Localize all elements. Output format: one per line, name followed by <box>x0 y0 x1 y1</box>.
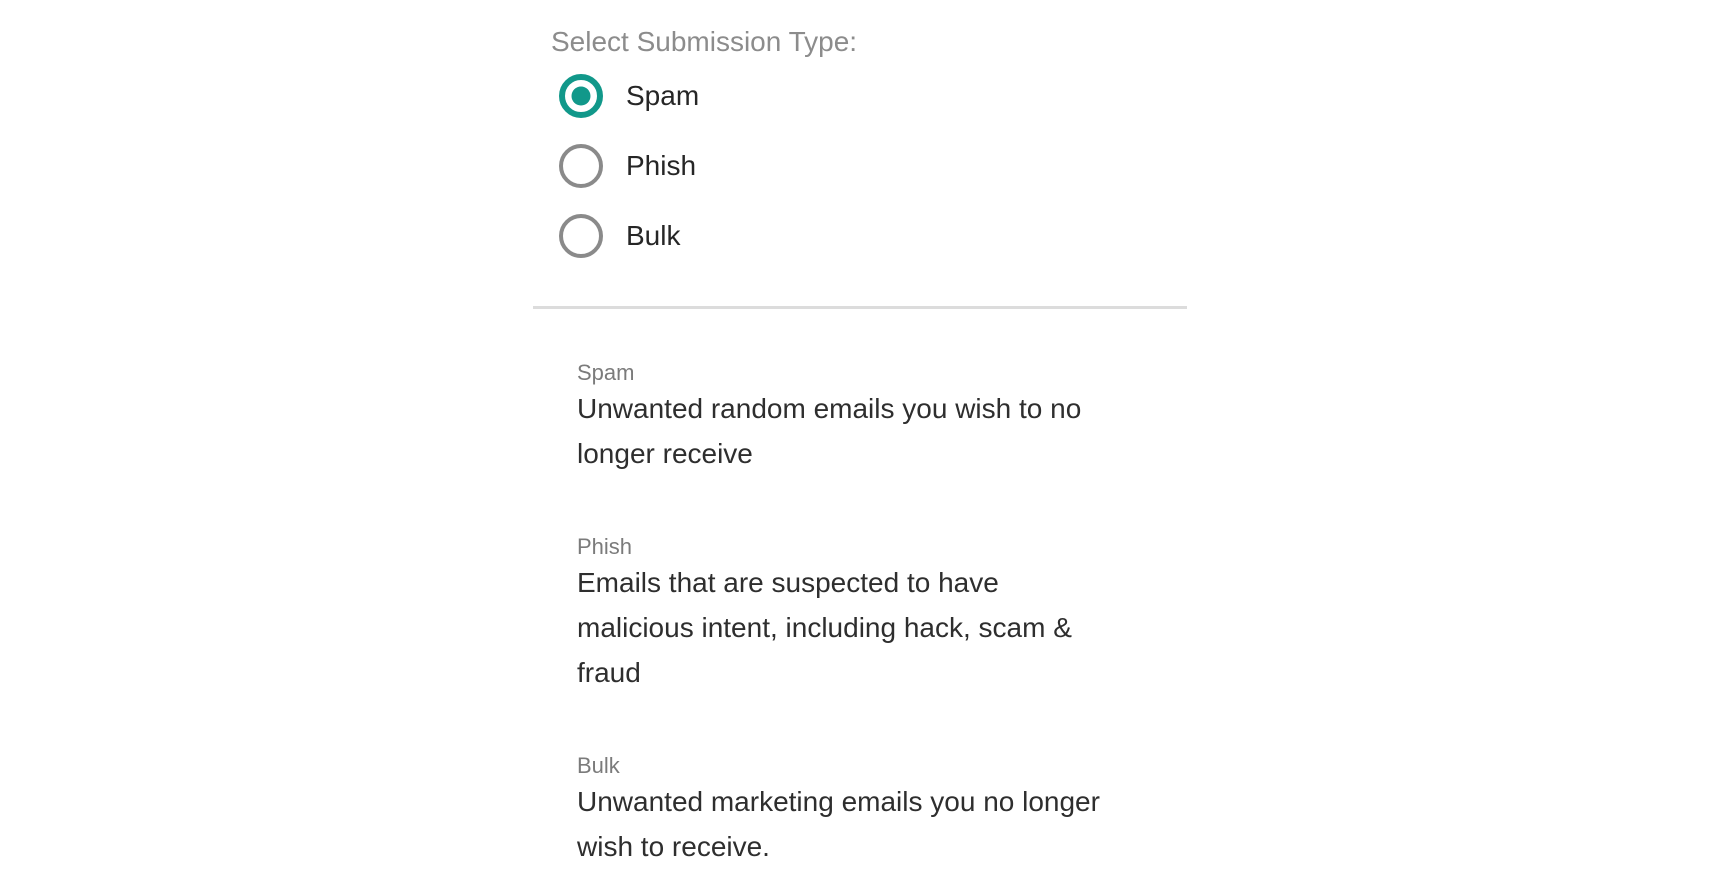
section-description-spam: Unwanted random emails you wish to no longer receive <box>577 393 1082 469</box>
radio-bulk[interactable] <box>559 214 603 258</box>
radio-phish[interactable] <box>559 144 603 188</box>
radio-phish-label: Phish <box>626 150 697 181</box>
radio-spam-label: Spam <box>626 80 700 111</box>
section-title-spam: Spam <box>577 360 635 385</box>
section-description-bulk: Unwanted marketing emails you no longer wish to receive. <box>577 786 1100 862</box>
section-title-bulk: Bulk <box>577 753 620 778</box>
submission-type-label: Select Submission Type: <box>551 26 858 57</box>
radio-row-bulk[interactable] <box>559 214 699 258</box>
submission-type-radio-group <box>559 74 699 284</box>
description-section-bulk <box>577 752 1112 869</box>
radio-row-spam[interactable] <box>559 74 699 118</box>
description-section-phish <box>577 533 1112 695</box>
radio-bulk-label: Bulk <box>626 220 681 251</box>
divider <box>533 306 1187 309</box>
description-section-spam <box>577 359 1112 476</box>
submission-type-descriptions <box>577 359 1112 886</box>
section-title-phish: Phish <box>577 534 633 559</box>
section-description-phish: Emails that are suspected to have malicious intent, including hack, scam & fraud <box>577 567 1072 688</box>
radio-spam[interactable] <box>559 74 603 118</box>
radio-row-phish[interactable] <box>559 144 699 188</box>
